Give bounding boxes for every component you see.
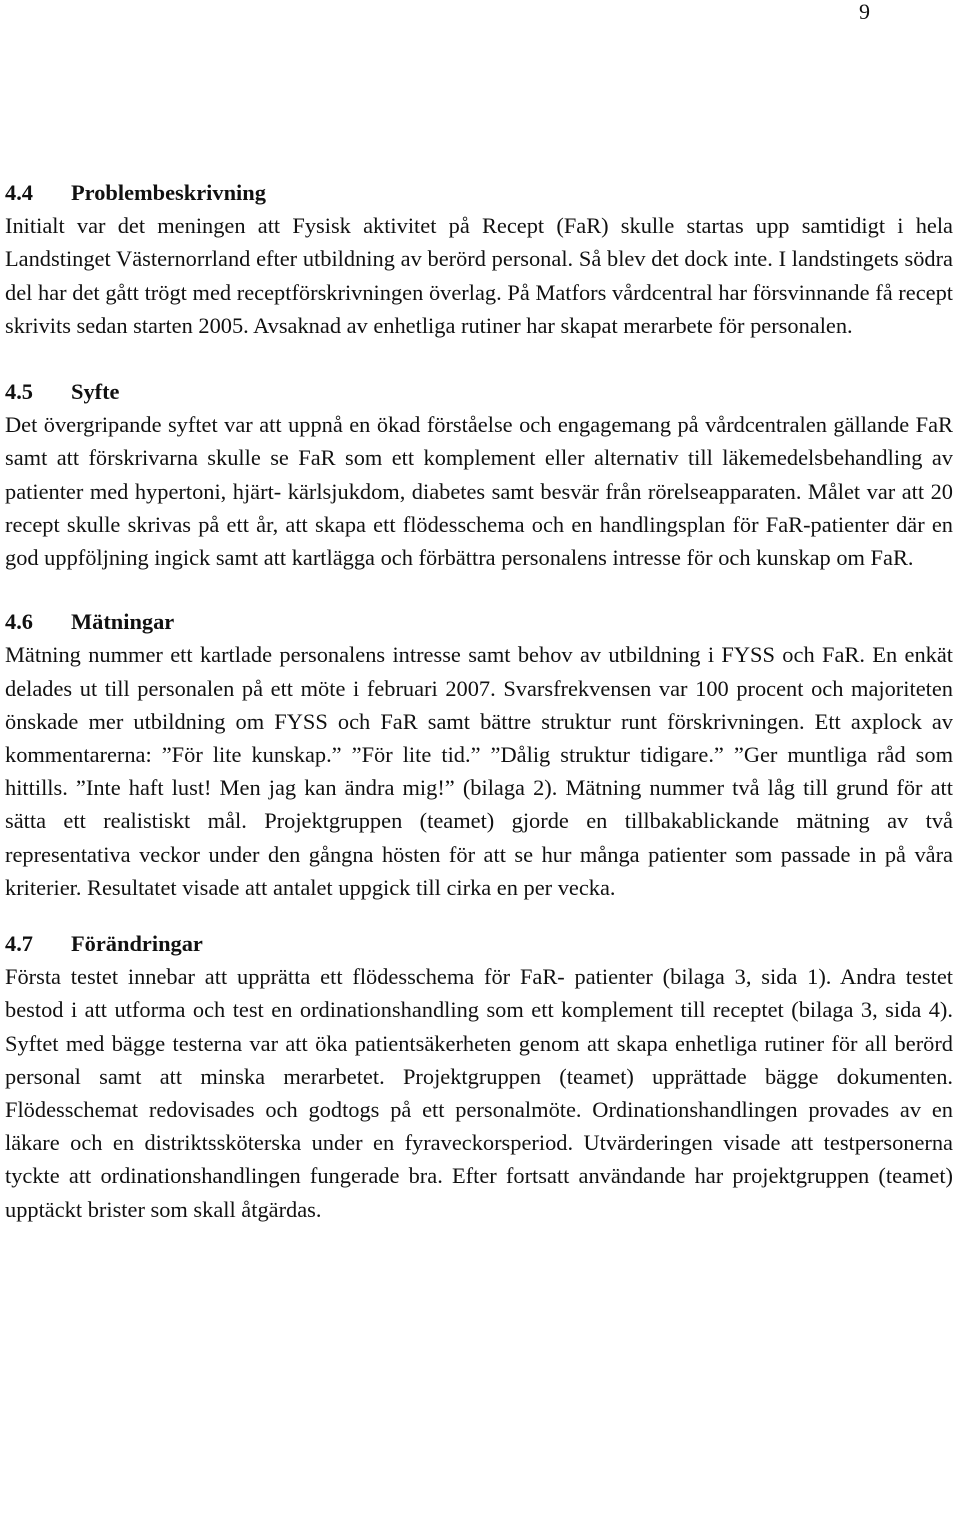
section-number: 4.4	[5, 180, 33, 205]
section-heading	[5, 927, 953, 960]
section-forandringar	[5, 927, 953, 1226]
section-title: Problembeskrivning	[71, 180, 266, 205]
section-title: Syfte	[71, 379, 120, 405]
section-problembeskrivning	[5, 176, 953, 342]
section-heading	[5, 176, 953, 209]
document-body	[5, 176, 953, 1226]
section-number: 4.6	[5, 609, 33, 635]
section-paragraph: Det övergripande syftet var att uppnå en ökad förståelse och engagemang på vårdcentralen gällande FaR samt att förskrivarna skulle se FaR som ett komplement eller alternativ till läkemedelsbehandling av patienter med hypertoni, hjärt- kärlsjukdom, diabetes samt besvär från rörelseapparaten. Målet var att 20 recept skulle skrivas på ett år, att skapa ett flödesschema och en handlingsplan för FaR-patienter där en god uppföljning ingick samt att kartlägga och förbättra personalens intresse för och kunskap om FaR.	[5, 412, 953, 571]
section-number: 4.7	[5, 931, 33, 957]
section-title: Förändringar	[71, 931, 203, 957]
section-heading	[5, 605, 953, 638]
section-spacer	[5, 904, 953, 927]
section-number: 4.5	[5, 379, 33, 405]
section-paragraph: Initialt var det meningen att Fysisk aktivitet på Recept (FaR) skulle startas upp samtidigt i hela Landstinget Västernorrland efter utbildning av berörd personal. Så blev det dock inte. I landstingets södra del har det gått trögt med receptförskrivningen överlag. På Matfors vårdcentral har försvinnande få recept skrivits sedan starten 2005. Avsaknad av enhetliga rutiner har skapat merarbete för personalen.	[5, 213, 953, 338]
section-paragraph: Mätning nummer ett kartlade personalens intresse samt behov av utbildning i FYSS och FaR. En enkät delades ut till personalen på ett möte i februari 2007. Svarsfrekvensen var 100 procent och majoriteten önskade mer utbildning om FYSS och FaR samt bättre struktur runt förskrivningen. Ett axplock av kommentarerna: ”För lite kunskap.” ”För lite tid.” ”Dålig struktur tidigare.” ”Ger muntliga råd som hittills. ”Inte haft lust! Men jag kan ändra mig!” (bilaga 2). Mätning nummer två låg till grund för att sätta ett realistiskt mål. Projektgruppen (teamet) gjorde en tillbakablickande mätning av två representativa veckor under den gångna hösten för att se hur många patienter som passade in på våra kriterier. Resultatet visade att antalet uppgick till cirka en per vecka.	[5, 642, 953, 900]
section-paragraph: Första testet innebar att upprätta ett flödesschema för FaR- patienter (bilaga 3, sida 1). Andra testet bestod i att utforma och test en ordinationshandling som ett komplement till receptet (bilaga 3, sida 4). Syftet med bägge testerna var att öka patientsäkerheten genom att skapa enhetliga rutiner för all berörd personal samt att minska merarbetet. Projektgruppen (teamet) upprättade bägge dokumenten. Flödesschemat redovisades och godtogs på ett personalmöte. Ordinationshandlingen provades av en läkare och en distriktssköterska under en fyraveckorsperiod. Utvärderingen visade att testpersonerna tyckte att ordinationshandlingen fungerade bra. Efter fortsatt användande har projektgruppen (teamet) upptäckt brister som skall åtgärdas.	[5, 964, 953, 1222]
section-title: Mätningar	[71, 609, 175, 635]
section-syfte	[5, 375, 953, 574]
section-spacer	[5, 342, 953, 375]
section-matningar	[5, 605, 953, 904]
section-spacer	[5, 574, 953, 605]
page-number: 9	[859, 0, 870, 24]
section-heading	[5, 375, 953, 408]
